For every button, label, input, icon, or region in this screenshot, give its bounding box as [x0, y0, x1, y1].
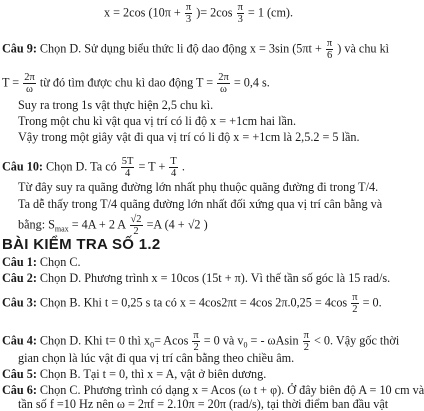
- answer-text: = Acos: [154, 333, 189, 348]
- eq-text: = 0,4 s.: [233, 75, 270, 90]
- question-label: Câu 1:: [2, 255, 37, 269]
- answer-text: Chọn C. Phương trình có dạng x = Acos (ω t + φ). Ở đây biên độ A = 10 cm và: [39, 383, 424, 397]
- eq-text: =A (4 +: [146, 217, 185, 232]
- text-line: Vậy trong một giây vật đi qua vị trí có li độ x = +1cm là 2,5.2 = 5 lần.: [18, 130, 360, 144]
- question-10: [2, 156, 185, 179]
- fraction: $\frac{2\pi}{\omega}$: [24, 72, 35, 95]
- text-line: Từ đây suy ra quãng đường lớn nhất phụ thuộc quãng đường đi trong T/4.: [18, 180, 379, 194]
- fraction: $\frac{T}{4}$: [170, 156, 177, 179]
- answer-6: [2, 383, 424, 397]
- answer-text: < 0. Vậy gốc thời: [314, 333, 400, 348]
- answer-5: [2, 367, 266, 381]
- answer-text: = 0.: [362, 295, 382, 310]
- fraction: $\frac{\pi}{6}$: [326, 38, 333, 61]
- question-label: Câu 10:: [2, 159, 43, 174]
- question-text: = T +: [138, 159, 166, 174]
- answer-text: Chọn B. Khi t = 0,25 s ta có x = 4cos2πt = 4cos 2π.0,25 = 4cos: [39, 295, 348, 310]
- text-line: Trong một chu kì vật qua vị trí có li độ x = +1cm hai lần.: [18, 114, 297, 128]
- answer-text: Chọn C.: [39, 255, 81, 269]
- answer-text: Chọn D. Phương trình x = 10cos (15t + π). Vì thế tần số góc là 15 rad/s.: [39, 271, 391, 285]
- period-line: [2, 72, 270, 95]
- question-label: Câu 4:: [2, 333, 37, 348]
- eq-text: x = 2cos (10π +: [104, 5, 181, 20]
- fraction: $\frac{\pi}{2}$: [303, 330, 309, 353]
- eq-text: từ đó tìm được chu kì dao động T =: [39, 75, 214, 90]
- fraction: $\frac{\pi}{2}$: [193, 330, 199, 353]
- question-text: Chọn D. Sử dụng biểu thức li độ dao động x = 3sin (5πt +: [39, 41, 322, 56]
- eq-text: T =: [2, 75, 20, 90]
- fraction: $\frac{\pi}{3}$: [237, 2, 243, 25]
- question-text: .: [181, 159, 185, 174]
- eq-text: bằng: S: [18, 217, 55, 232]
- eq-text: )= 2cos: [196, 5, 233, 20]
- fraction: $\frac{\pi}{2}$: [352, 292, 358, 315]
- answer-2: [2, 271, 390, 285]
- fraction: $\frac{2\pi}{\omega}$: [218, 72, 229, 95]
- fraction: $\frac{√2}{2}$: [130, 214, 142, 237]
- text-line: gian chọn là lúc vật đi qua vị trí cân bằng theo chiều âm.: [18, 351, 295, 365]
- question-text: Chọn D. Ta có: [46, 159, 117, 174]
- answer-4: [2, 330, 399, 353]
- eq-text: √2: [187, 217, 201, 232]
- answer-1: [2, 255, 81, 269]
- equation-line: [104, 2, 293, 25]
- question-label: Câu 6:: [2, 383, 37, 397]
- answer-text: = - ωAsin: [250, 333, 299, 348]
- eq-text: = 4A + 2 A: [71, 217, 126, 232]
- question-9: [2, 38, 389, 61]
- subscript: max: [54, 224, 69, 234]
- question-label: Câu 2:: [2, 271, 37, 285]
- eq-text: ): [203, 217, 208, 232]
- section-title: BÀI KIỂM TRA SỐ 1.2: [2, 236, 161, 253]
- text-line: Suy ra trong 1s vật thực hiện 2,5 chu kì.: [18, 98, 214, 112]
- answer-3: [2, 292, 382, 315]
- fraction: $\frac{5T}{4}$: [121, 156, 134, 179]
- fraction: $\frac{\pi}{3}$: [185, 2, 192, 25]
- eq-text: = 1 (cm).: [247, 5, 294, 20]
- answer-text: = 0 và v: [203, 333, 244, 348]
- answer-text: Chọn D. Khi t= 0 thì x: [39, 333, 151, 348]
- text-line-clipped: tần số f =10 Hz nên ω = 2πf = 2.10π = 20π (rad/s), tại thời điểm ban đầu vật: [18, 397, 389, 411]
- answer-text: Chọn B. Tại t = 0, thì x = A, vật ở biên dương.: [39, 367, 267, 381]
- question-label: Câu 9:: [2, 41, 37, 56]
- smax-line: [18, 214, 208, 237]
- question-text: ) và chu kì: [337, 41, 390, 56]
- subscript: 0: [243, 340, 248, 350]
- question-label: Câu 3:: [2, 295, 37, 310]
- text-line: Ta dễ thấy trong T/4 quãng đường lớn nhất đối xứng qua vị trí cân bằng và: [18, 197, 383, 211]
- question-label: Câu 5:: [2, 367, 37, 381]
- subscript: 0: [150, 340, 155, 350]
